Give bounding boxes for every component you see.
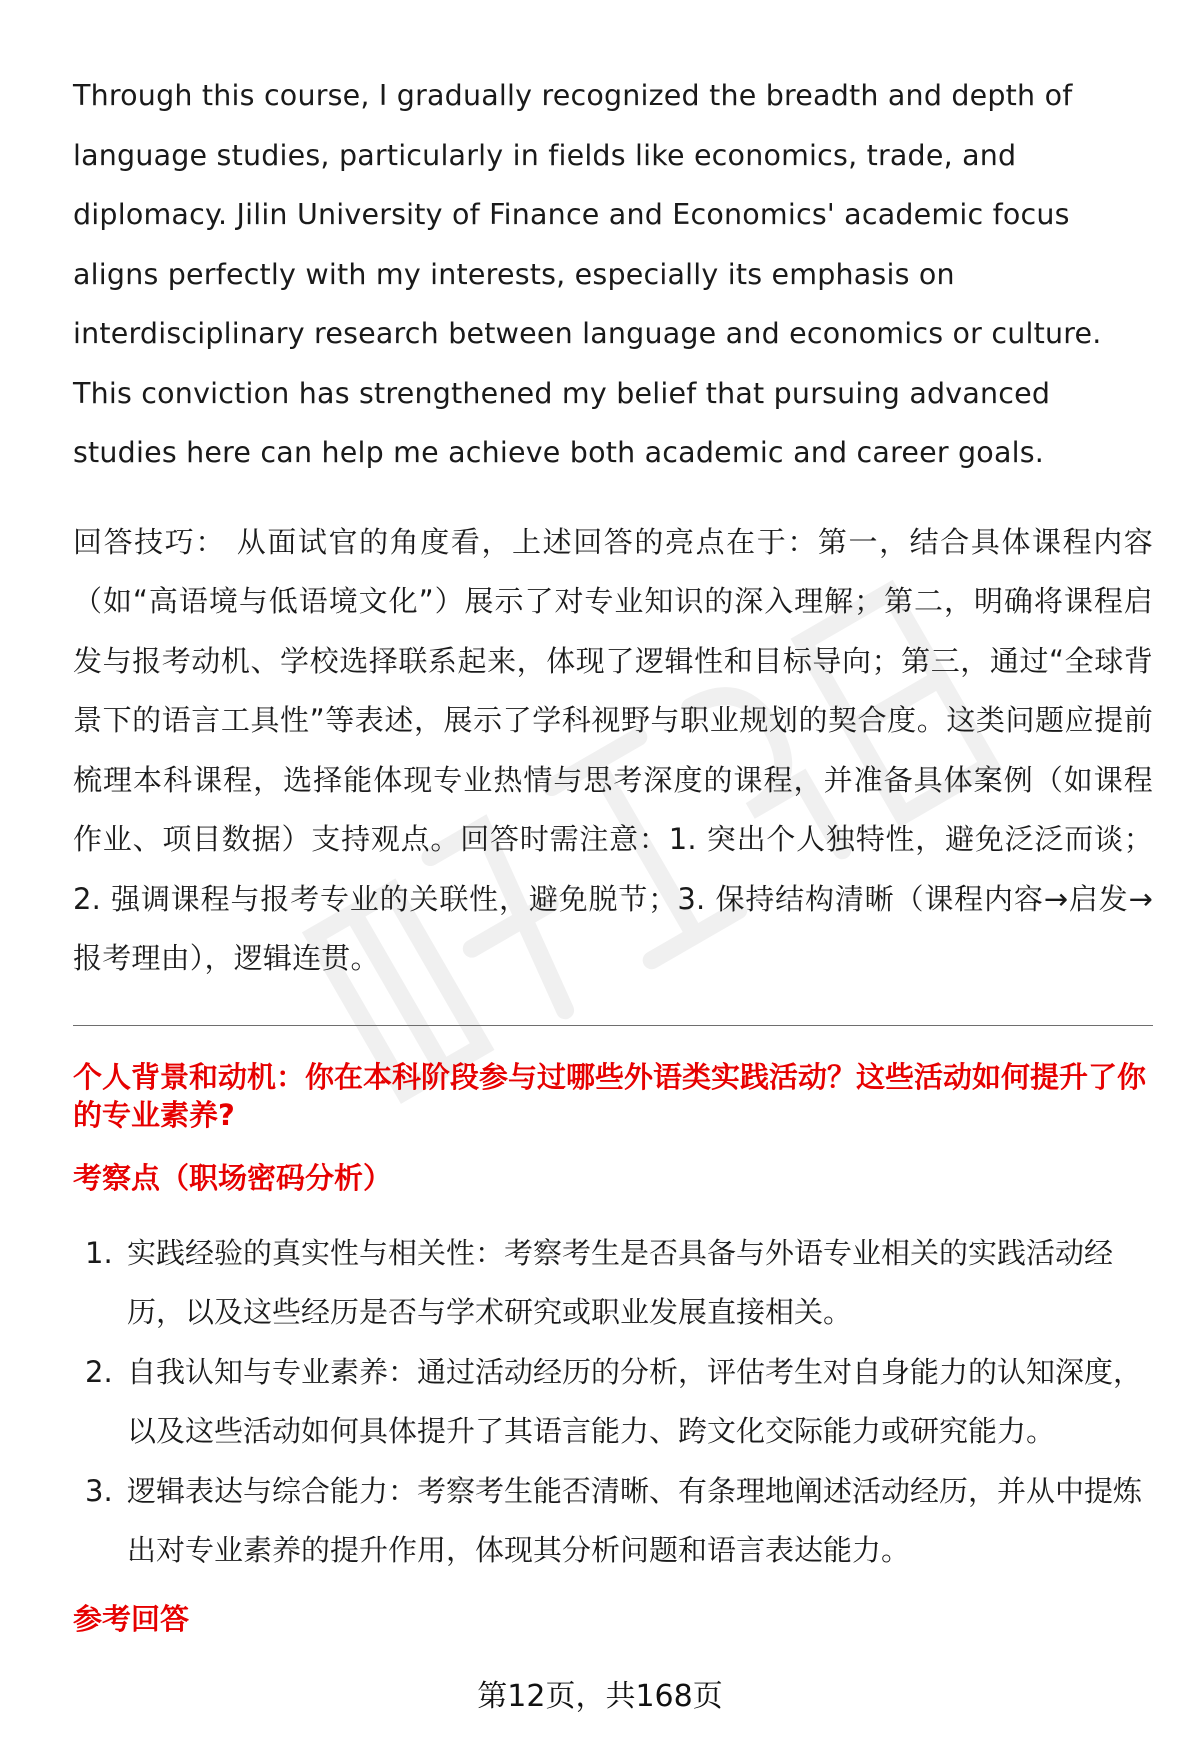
- list-item-number: 3.: [85, 1473, 113, 1508]
- list-item-number: 1.: [85, 1235, 113, 1270]
- list-item-text: 逻辑表达与综合能力：考察考生能否清晰、有条理地阐述活动经历，并从中提炼出对专业素养的提升作用，体现其分析问题和语言表达能力。: [127, 1473, 1143, 1567]
- answer-tips-paragraph: 回答技巧： 从面试官的角度看，上述回答的亮点在于：第一，结合具体课程内容（如“高语境与低语境文化”）展示了对专业知识的深入理解；第二，明确将课程启发与报考动机、学校选择联系起来，体现了逻辑性和目标导向；第三，通过“全球背景下的语言工具性”等表述，展示了学科视野与职业规划的契合度。这类问题应提前梳理本科课程，选择能体现专业热情与思考深度的课程，并准备具体案例（如课程作业、项目数据）支持观点。回答时需注意：1. 突出个人独特性，避免泛泛而谈；2. 强调课程与报考专业的关联性，避免脱节；3. 保持结构清晰（课程内容→启发→报考理由），逻辑连贯。: [73, 524, 1153, 975]
- question-heading: 个人背景和动机：你在本科阶段参与过哪些外语类实践活动？这些活动如何提升了你的专业素养?: [73, 1059, 1147, 1132]
- page-number-footer: 第12页，共168页: [477, 1679, 723, 1714]
- section-divider: [73, 1025, 1153, 1026]
- list-item-number: 2.: [85, 1354, 113, 1389]
- document-page: [73, 66, 1153, 1639]
- list-item: [73, 1343, 1153, 1462]
- intro-paragraph: Through this course, I gradually recognized the breadth and depth of language studies, particularly in fields like economics, trade, and diplomacy. Jilin University of Finance and Economics' academic focus aligns perfectly with my interests, especially its emphasis on interdisciplinary research between language and economics or culture. This conviction has strengthened my belief that pursuing advanced studies here can help me achieve both academic and career goals.: [73, 79, 1102, 469]
- list-item-text: 实践经验的真实性与相关性：考察考生是否具备与外语专业相关的实践活动经历，以及这些经历是否与学术研究或职业发展直接相关。: [127, 1235, 1114, 1329]
- list-item-text: 自我认知与专业素养：通过活动经历的分析，评估考生对自身能力的认知深度，以及这些活动如何具体提升了其语言能力、跨文化交际能力或研究能力。: [127, 1354, 1143, 1448]
- assessment-heading: 考察点（职场密码分析）: [73, 1160, 393, 1195]
- list-item: [73, 1462, 1153, 1581]
- reference-answer-heading: 参考回答: [73, 1601, 190, 1636]
- list-item: [73, 1224, 1153, 1343]
- assessment-points-list: [73, 1224, 1153, 1581]
